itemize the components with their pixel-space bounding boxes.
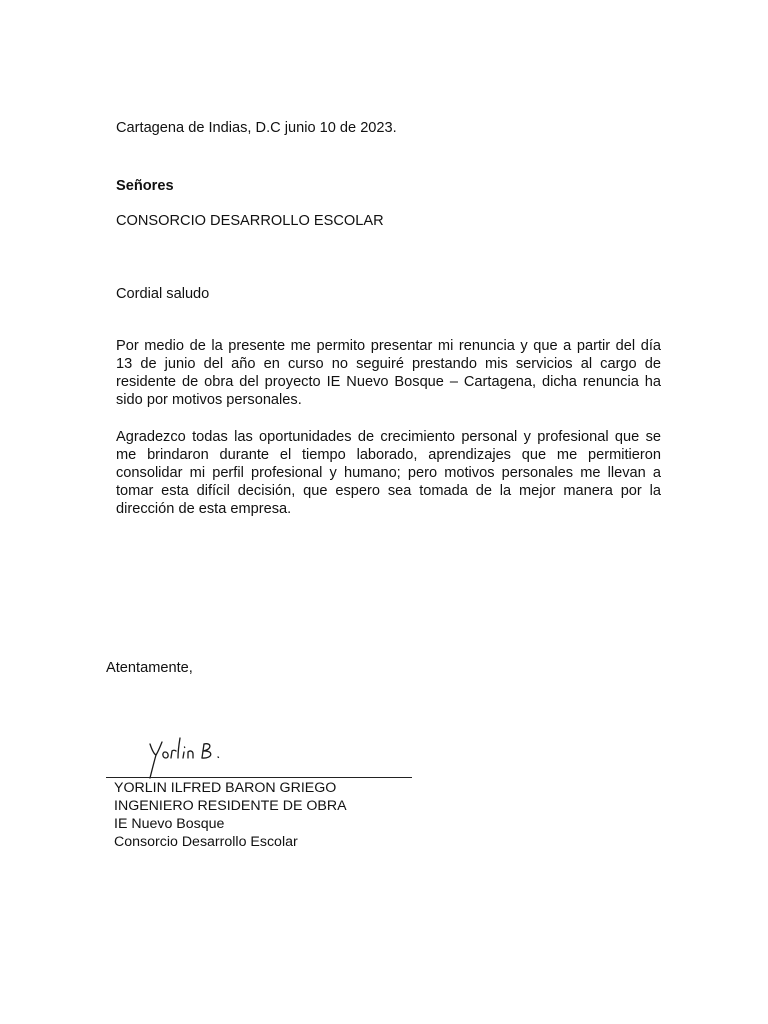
recipient-name: CONSORCIO DESARROLLO ESCOLAR [116, 213, 384, 229]
signer-company: Consorcio Desarrollo Escolar [114, 834, 298, 850]
paragraph-line: me brindaron durante el tiempo laborado, aprendizajes que me permitieron [116, 447, 661, 463]
paragraph-thanks [116, 428, 661, 518]
paragraph-line: sido por motivos personales. [116, 392, 302, 408]
paragraph-line: Agradezco todas las oportunidades de crecimiento personal y profesional que se [116, 429, 661, 445]
signer-project: IE Nuevo Bosque [114, 816, 225, 832]
paragraph-line: tomar esta difícil decisión, que espero sea tomada de la mejor manera por la [116, 483, 661, 499]
signer-name: YORLIN ILFRED BARON GRIEGO [114, 780, 337, 796]
paragraph-line: 13 de junio del año en curso no seguiré prestando mis servicios al cargo de [116, 356, 661, 372]
handwritten-signature [140, 730, 240, 782]
paragraph-line: Por medio de la presente me permito presentar mi renuncia y que a partir del día [116, 338, 661, 354]
signer-block [114, 779, 347, 851]
paragraph-resignation [116, 337, 661, 409]
signature-line [106, 777, 412, 778]
paragraph-line: dirección de esta empresa. [116, 501, 292, 517]
salutation-title: Señores [116, 178, 174, 194]
closing: Atentamente, [106, 660, 193, 676]
signer-role: INGENIERO RESIDENTE DE OBRA [114, 798, 347, 814]
paragraph-line: consolidar mi perfil profesional y humano; pero motivos personales me llevan a [116, 465, 661, 481]
paragraph-line: residente de obra del proyecto IE Nuevo Bosque – Cartagena, dicha renuncia ha [116, 374, 661, 390]
date-line: Cartagena de Indias, D.C junio 10 de 2023. [116, 120, 397, 136]
greeting: Cordial saludo [116, 286, 210, 302]
